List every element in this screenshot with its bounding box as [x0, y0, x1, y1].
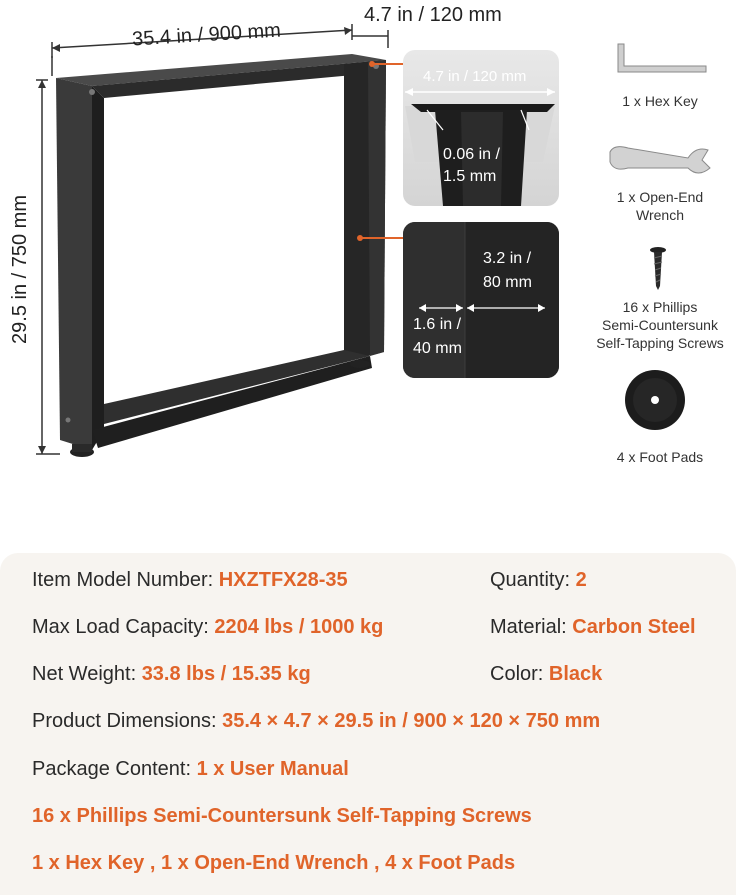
bottom-detail-width-line1: 3.2 in / [483, 250, 532, 267]
quantity-value: 2 [575, 569, 587, 591]
depth-dimension-label: 4.7 in / 120 mm [364, 4, 502, 26]
top-detail-panel [403, 50, 559, 206]
package-content-row [32, 758, 349, 781]
width-dimension-label: 35.4 in / 900 mm [131, 19, 282, 51]
color-label: Color: [490, 663, 549, 685]
height-dimension-label: 29.5 in / 750 mm [8, 195, 31, 344]
color-value: Black [548, 663, 603, 685]
product-dimensions-row [32, 710, 600, 733]
model-number-label: Item Model Number: [32, 569, 219, 591]
bottom-detail-width-line2: 80 mm [483, 274, 532, 291]
wrench-label-line2: Wrench [636, 207, 684, 223]
package-content-label: Package Content: [32, 758, 197, 780]
top-detail-thickness-line2: 1.5 mm [443, 168, 497, 185]
load-capacity-value: 2204 lbs / 1000 kg [214, 616, 384, 638]
package-content-value: 1 x User Manual [196, 758, 349, 780]
specifications-panel [0, 553, 736, 895]
material-row [490, 616, 696, 639]
model-number-value: HXZTFX28-35 [218, 569, 348, 591]
top-detail-depth-label: 4.7 in / 120 mm [423, 68, 527, 85]
package-content-line2: 16 x Phillips Semi-Countersunk Self-Tapping Screws [32, 805, 532, 827]
net-weight-row [32, 663, 311, 686]
wrench-icon [604, 140, 714, 184]
bottom-detail-depth-line2: 40 mm [413, 340, 462, 357]
quantity-row [490, 569, 587, 592]
package-content-line3: 1 x Hex Key , 1 x Open-End Wrench , 4 x Foot Pads [32, 852, 516, 874]
bottom-detail-panel [403, 222, 559, 378]
screws-label-line1: 16 x Phillips [622, 299, 698, 315]
product-dimensions-value: 35.4 × 4.7 × 29.5 in / 900 × 120 × 750 mm [222, 710, 601, 732]
hex-key-label: 1 x Hex Key [622, 93, 698, 109]
top-detail-thickness-line1: 0.06 in / [443, 146, 500, 163]
screws-label-line3: Self-Tapping Screws [596, 335, 724, 351]
hex-key-icon [606, 40, 716, 84]
material-value: Carbon Steel [572, 616, 696, 638]
product-dimensions-label: Product Dimensions: [32, 710, 223, 732]
screws-label-line2: Semi-Countersunk [602, 317, 718, 333]
model-number-row [32, 569, 348, 592]
quantity-label: Quantity: [490, 569, 576, 591]
load-capacity-row [32, 616, 383, 639]
foot-pads-label: 4 x Foot Pads [616, 449, 704, 465]
screw-icon [648, 246, 668, 290]
color-row [490, 663, 602, 686]
net-weight-label: Net Weight: [32, 663, 142, 685]
bottom-detail-depth-line1: 1.6 in / [413, 316, 462, 333]
foot-pad-icon [620, 370, 690, 430]
material-label: Material: [490, 616, 573, 638]
load-capacity-label: Max Load Capacity: [32, 616, 215, 638]
net-weight-value: 33.8 lbs / 15.35 kg [141, 663, 311, 685]
wrench-label-line1: 1 x Open-End [616, 189, 704, 205]
height-dimension-wrapper [0, 195, 120, 344]
